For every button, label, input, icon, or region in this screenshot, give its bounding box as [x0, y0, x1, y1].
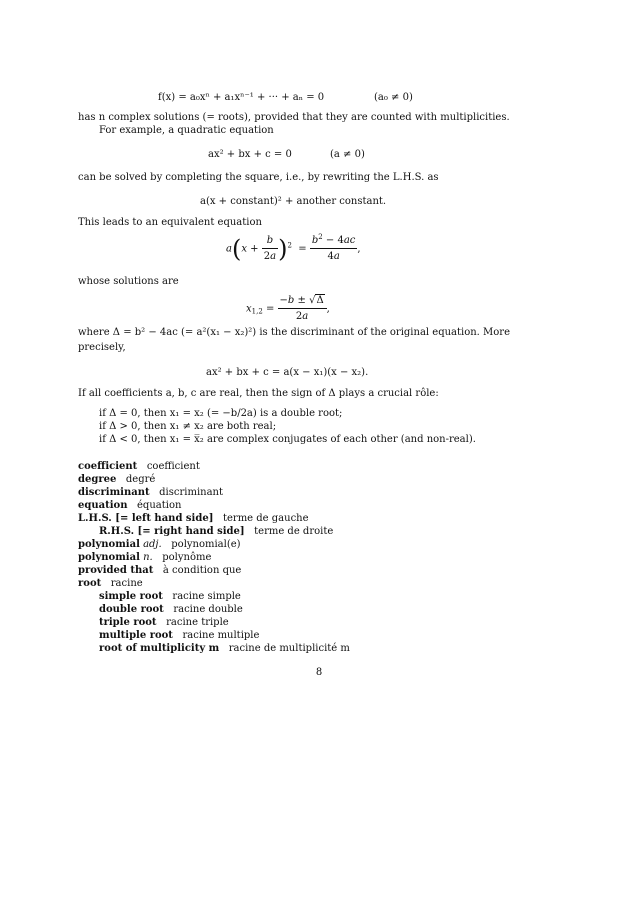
- paragraph-equivalent: This leads to an equivalent equation: [78, 217, 262, 228]
- glossary-term: multiple root: [99, 630, 173, 641]
- glossary-pos: adj.: [143, 539, 162, 550]
- glossary-gloss: à condition que: [162, 565, 242, 576]
- glossary-gloss: équation: [137, 500, 182, 511]
- glossary-term: simple root: [99, 591, 163, 602]
- glossary-term: root of multiplicity m: [99, 643, 220, 654]
- glossary-gloss: coefficient: [146, 461, 200, 472]
- glossary-gloss: racine simple: [172, 591, 241, 602]
- glossary-entry: [78, 475, 155, 485]
- glossary-term: degree: [78, 474, 117, 485]
- equation-quadratic: ax² + bx + c = 0: [208, 149, 292, 160]
- glossary-entry: [78, 540, 241, 550]
- glossary-gloss: discriminant: [159, 487, 224, 498]
- glossary-subentry: [99, 644, 350, 654]
- glossary-term: L.H.S. [= left hand side]: [78, 513, 214, 524]
- equation-polynomial-text: f(x) = a₀xⁿ + a₁xⁿ⁻¹ + ··· + aₙ = 0: [158, 92, 325, 103]
- paragraph-discriminant-line1: where Δ = b² − 4ac (= a²(x₁ − x₂)²) is the discriminant of the original equation. More: [78, 327, 511, 338]
- glossary-term: root: [78, 578, 102, 589]
- glossary-entry: [78, 579, 143, 589]
- paragraph-discriminant-line2: precisely,: [78, 342, 126, 353]
- page-number: 8: [315, 667, 323, 678]
- glossary-entry: [78, 566, 241, 576]
- glossary-entry: [78, 553, 211, 563]
- case-delta-zero: if Δ = 0, then x₁ = x₂ (= −b/2a) is a double root;: [99, 408, 343, 419]
- glossary-subentry: [99, 592, 241, 602]
- glossary-subentry: [99, 605, 243, 615]
- glossary-gloss: racine: [110, 578, 143, 589]
- glossary-term: polynomial: [78, 539, 140, 550]
- case-delta-negative: if Δ < 0, then x₁ = x̅₂ are complex conjugates of each other (and non-real).: [99, 434, 476, 445]
- equation-polynomial: [158, 93, 324, 103]
- paragraph-completing-square: can be solved by completing the square, i.e., by rewriting the L.H.S. as: [78, 172, 439, 183]
- glossary-subentry: [99, 618, 229, 628]
- glossary-term: equation: [78, 500, 128, 511]
- paragraph-solutions: whose solutions are: [78, 276, 179, 287]
- equation-solutions: $x_{1,2}$ = $\frac{-b \pm √\Delta}{2a}$ ,: [246, 295, 330, 322]
- glossary-subentry: [99, 527, 333, 537]
- glossary-term: R.H.S. [= right hand side]: [99, 526, 245, 537]
- glossary-subentry: [99, 631, 259, 641]
- glossary-gloss: racine multiple: [182, 630, 260, 641]
- glossary-gloss: racine triple: [166, 617, 229, 628]
- equation-polynomial-condition: (a₀ ≠ 0): [374, 92, 413, 103]
- glossary-term: coefficient: [78, 461, 138, 472]
- equation-quadratic-condition: (a ≠ 0): [330, 149, 365, 160]
- glossary-gloss: degré: [125, 474, 156, 485]
- paragraph-roots-line1: has n complex solutions (= roots), provided that they are counted with multiplicities.: [78, 112, 510, 123]
- glossary-term: discriminant: [78, 487, 150, 498]
- glossary-gloss: polynomial(e): [171, 539, 241, 550]
- glossary-pos: n.: [143, 552, 153, 563]
- glossary-entry: [78, 488, 223, 498]
- case-delta-positive: if Δ > 0, then x₁ ≠ x₂ are both real;: [99, 421, 277, 432]
- glossary-term: double root: [99, 604, 164, 615]
- glossary-entry: [78, 501, 181, 511]
- glossary-gloss: terme de droite: [254, 526, 334, 537]
- equation-factored: ax² + bx + c = a(x − x₁)(x − x₂).: [206, 367, 369, 378]
- glossary-term: triple root: [99, 617, 157, 628]
- glossary-gloss: polynôme: [162, 552, 212, 563]
- equation-equivalent: a(x + $\frac{b}{2a}$ )$^2$ = $\frac{b^2 - 4ac}{4a}$ ,: [226, 233, 361, 263]
- glossary-term: polynomial: [78, 552, 140, 563]
- equation-completed-square: a(x + constant)² + another constant.: [200, 196, 387, 207]
- paragraph-roots-line2: For example, a quadratic equation: [99, 125, 274, 136]
- glossary-gloss: terme de gauche: [222, 513, 309, 524]
- glossary-entry: [78, 462, 200, 472]
- glossary-gloss: racine de multiplicité m: [228, 643, 350, 654]
- glossary-gloss: racine double: [173, 604, 243, 615]
- glossary-term: provided that: [78, 565, 154, 576]
- paragraph-sign-of-delta: If all coefficients a, b, c are real, then the sign of Δ plays a crucial rôle:: [78, 388, 439, 399]
- glossary-entry: [78, 514, 309, 524]
